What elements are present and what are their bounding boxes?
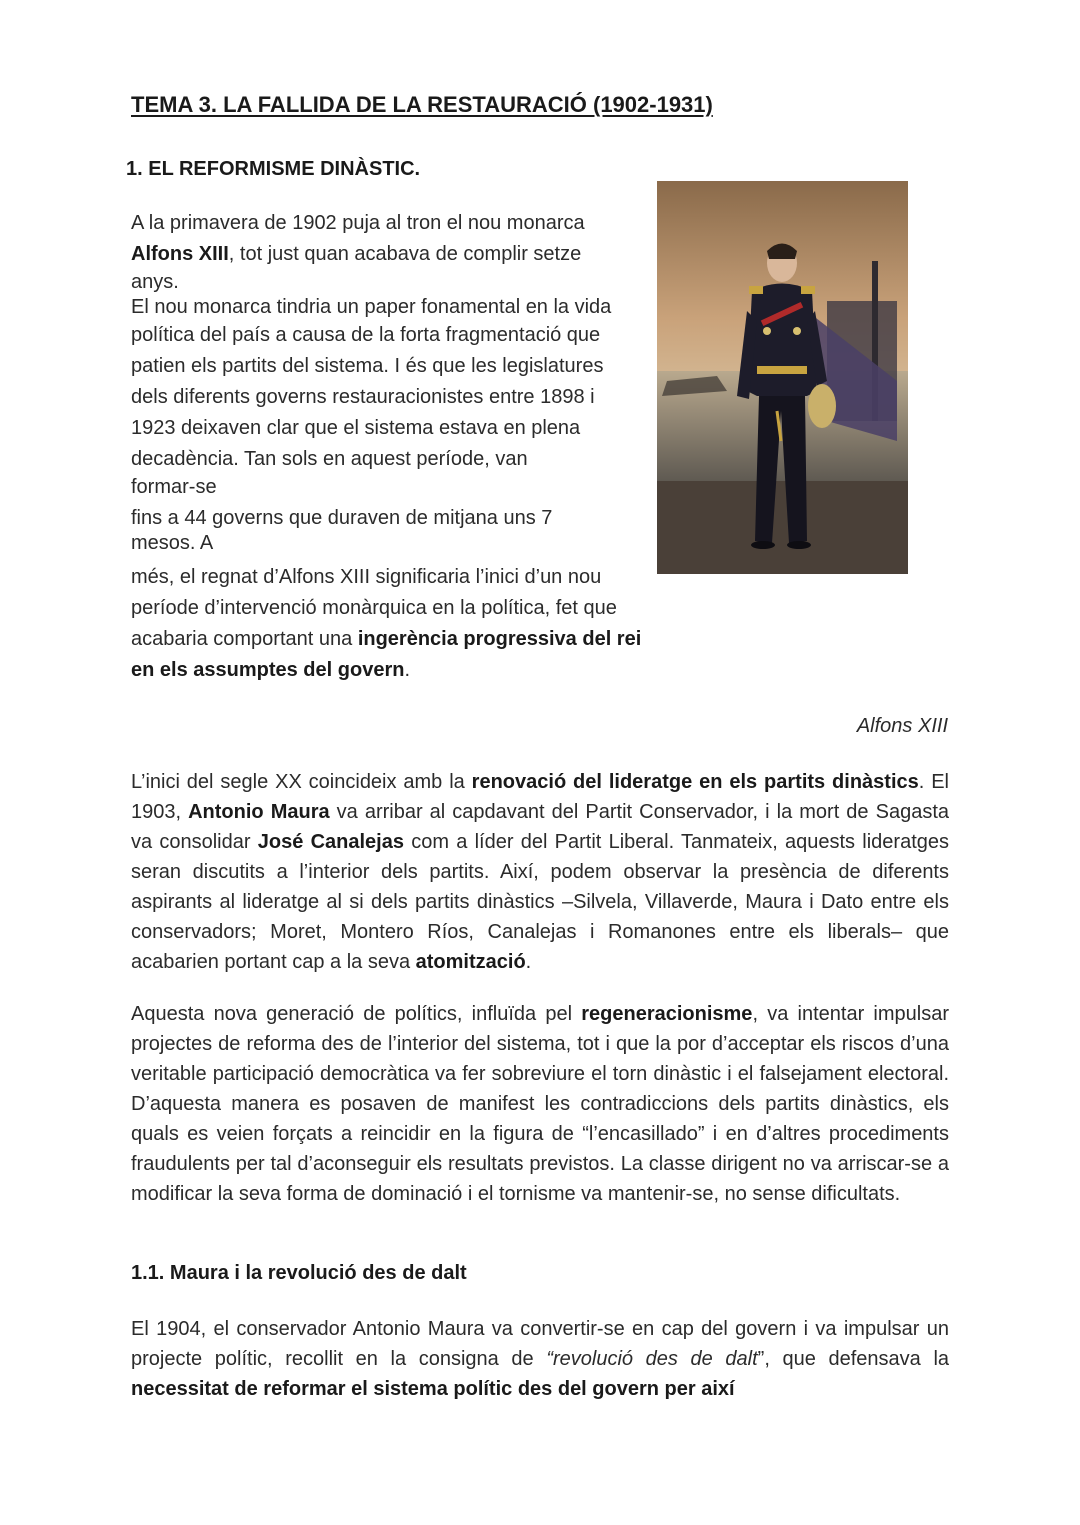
intro-line: El nou monarca tindria un paper fonamental en la vida	[131, 296, 612, 318]
text-span: va arribar al capdavant del Partit Conservador, i la mort de Sagasta va consolidar	[131, 801, 949, 853]
bold-term: atomització	[415, 951, 526, 973]
intro-line: anys.	[131, 271, 179, 293]
intro-line: patien els partits del sistema. I és que les legislatures	[131, 355, 604, 377]
bold-term: Antonio Maura	[188, 801, 330, 823]
paragraph-maura	[131, 1314, 949, 1404]
intro-line	[131, 624, 676, 655]
bold-term: Alfons XIII	[131, 243, 229, 265]
intro-line: més, el regnat d’Alfons XIII significaria l’inici d’un nou	[131, 566, 602, 588]
italic-term: “revolució des de dalt	[546, 1348, 758, 1370]
bold-term: ingerència progressiva del rei	[357, 628, 642, 650]
intro-span: acabaria comportant una	[131, 628, 358, 650]
intro-line	[131, 239, 676, 270]
bold-term: necessitat de reformar el sistema polític des del govern per així	[131, 1378, 735, 1400]
bold-term: en els assumptes del govern	[131, 659, 405, 681]
intro-line: mesos. A	[131, 532, 214, 554]
text-span: L’inici del segle XX coincideix amb la	[131, 771, 472, 793]
intro-line: dels diferents governs restauracionistes entre 1898 i	[131, 386, 595, 408]
text-span: Aquesta nova generació de polítics, influïda pel	[131, 1003, 582, 1025]
paragraph-regeneracionisme	[131, 999, 949, 1209]
text-span: ”, que defensava la	[757, 1348, 950, 1370]
text-span: .	[525, 951, 532, 973]
intro-span: , tot just quan acabava de complir setze	[228, 243, 582, 265]
intro-line: A la primavera de 1902 puja al tron el nou monarca	[131, 212, 585, 234]
bold-term: renovació del lideratge en els partits dinàstics	[471, 771, 919, 793]
text-span: , va intentar impulsar projectes de reforma des de l’interior del sistema, tot i que la por d’acceptar els riscos d’una veritable participació democràtica va fer sobreviure el torn dinàstic i el falsejament electoral. D’aquesta manera es posaven de manifest les contradiccions dels partits dinàstics, els quals es veien forçats a reincidir en la figura de “l’encasillado” i en d’altres procediments fraudulents per tal d’aconseguir els resultats previstos. La classe dirigent no va arriscar-se a modificar la seva forma de dominació i el tornisme va mantenir-se, no sense dificultats.	[131, 1003, 949, 1205]
portrait-image	[657, 181, 908, 574]
subsection-heading-maura: 1.1. Maura i la revolució des de dalt	[131, 1262, 467, 1284]
intro-span: .	[404, 659, 410, 681]
bold-term: regeneracionisme	[581, 1003, 753, 1025]
bold-term: José Canalejas	[257, 831, 404, 853]
intro-line: període d’intervenció monàrquica en la política, fet que	[131, 597, 617, 619]
intro-line: formar-se	[131, 476, 217, 498]
intro-text	[131, 208, 676, 686]
portrait-caption: Alfons XIII	[856, 715, 948, 737]
paragraph-lideratge	[131, 767, 949, 977]
text-span: com a líder del Partit Liberal. Tanmateix, aquests lideratges seran discutits a l’interior dels partits. Així, podem observar la presència de diferents aspirants al lideratge al si dels partits dinàstics –Silvela, Villaverde, Maura i Dato entre els conservadors; Moret, Montero Ríos, Canalejas i Romanones entre els liberals– que acabarien portant cap a la seva	[131, 831, 950, 973]
intro-line: política del país a causa de la forta fragmentació que	[131, 324, 601, 346]
intro-line: fins a 44 governs que duraven de mitjana uns 7	[131, 507, 553, 529]
section-heading-reformisme: 1. EL REFORMISME DINÀSTIC.	[126, 158, 421, 180]
text-span: . El 1903,	[131, 771, 950, 823]
intro-line: 1923 deixaven clar que el sistema estava en plena	[131, 417, 581, 439]
intro-line	[131, 655, 676, 686]
intro-line: decadència. Tan sols en aquest període, van	[131, 448, 528, 470]
text-span: El 1904, el conservador Antonio Maura va convertir-se en cap del govern i va impulsar un projecte polític, recollit en la consigna de	[131, 1318, 949, 1370]
page-title: TEMA 3. LA FALLIDA DE LA RESTAURACIÓ (1902-1931)	[131, 92, 713, 117]
